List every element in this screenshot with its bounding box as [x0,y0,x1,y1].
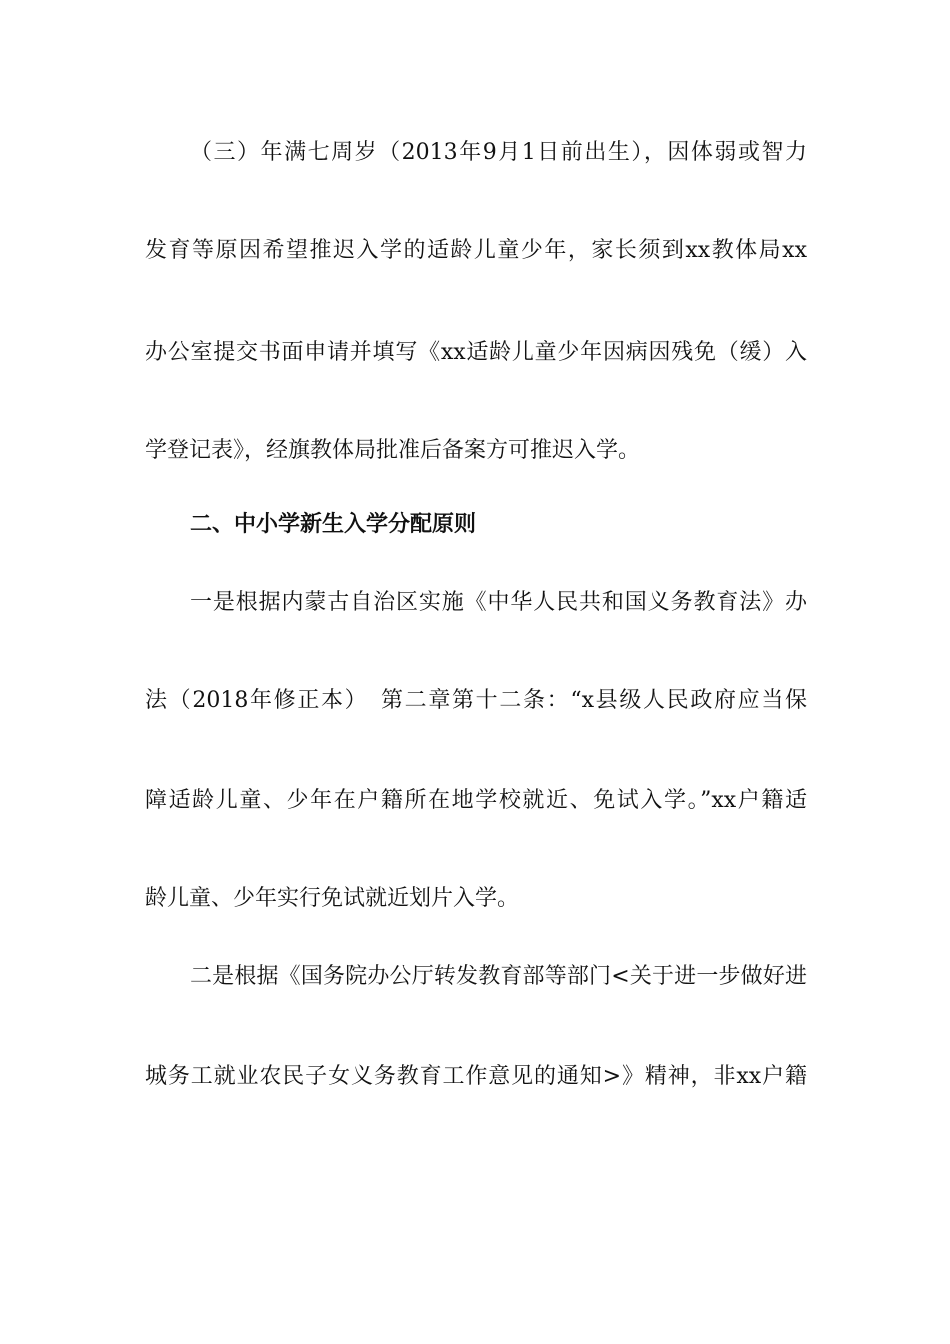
paragraph-line: 龄儿童、少年实行免试就近划片入学。 [145,886,520,911]
paragraph-line: 一是根据内蒙古自治区实施《中华人民共和国义务教育法》办 [190,590,807,615]
paragraph-line: 法（2018年修正本） 第二章第十二条：“x县级人民政府应当保 [145,688,807,713]
paragraph-line: 障适龄儿童、少年在户籍所在地学校就近、免试入学。”xx户籍适 [145,788,807,813]
paragraph-line: （三）年满七周岁（2013年9月1日前出生），因体弱或智力 [190,140,807,165]
paragraph-line: 发育等原因希望推迟入学的适龄儿童少年，家长须到xx教体局xx [145,238,807,263]
paragraph-line: 办公室提交书面申请并填写《xx适龄儿童少年因病因残免（缓）入 [145,340,807,365]
paragraph-line: 城务工就业农民子女义务教育工作意见的通知>》精神，非xx户籍 [145,1064,807,1089]
section-heading: 二、中小学新生入学分配原则 [190,512,477,537]
paragraph-line: 学登记表》，经旗教体局批准后备案方可推迟入学。 [145,438,641,463]
paragraph-line: 二是根据《国务院办公厅转发教育部等部门<关于进一步做好进 [190,964,807,989]
